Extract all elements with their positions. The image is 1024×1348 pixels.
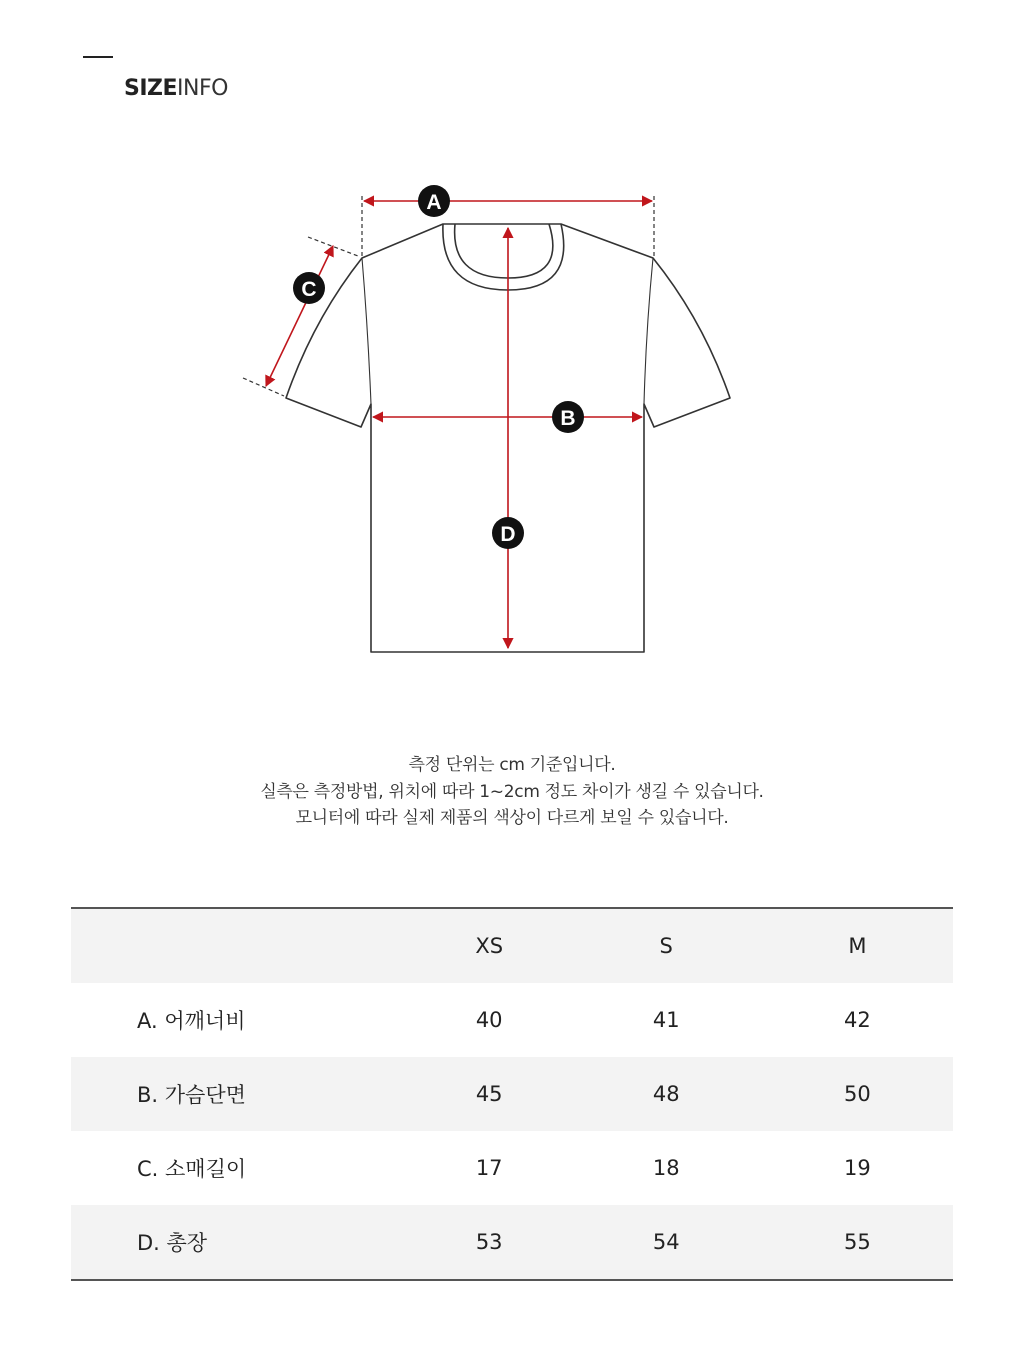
measurement-notes xyxy=(0,752,1024,832)
marker-a-label: A xyxy=(426,191,442,214)
marker-c-label: C xyxy=(301,278,317,301)
marker-b-label: B xyxy=(560,407,576,430)
marker-d-label: D xyxy=(500,523,516,546)
table-header-cell: S xyxy=(571,908,762,983)
table-row xyxy=(71,1057,953,1131)
row-label: C. 소매길이 xyxy=(137,1157,247,1181)
marker-b xyxy=(552,401,584,433)
note-line: 모니터에 따라 실제 제품의 색상이 다르게 보일 수 있습니다. xyxy=(295,808,729,828)
table-cell: 19 xyxy=(844,1156,871,1180)
table-cell: 18 xyxy=(652,1156,680,1180)
table-cell: 48 xyxy=(571,1057,762,1131)
note-line: 실측은 측정방법, 위치에 따라 1~2cm 정도 차이가 생길 수 있습니다. xyxy=(260,781,764,802)
table-row xyxy=(71,1131,953,1205)
table-header-cell xyxy=(71,908,408,983)
page-title-light: INFO xyxy=(177,76,228,101)
table-row xyxy=(71,983,953,1057)
table-cell: 42 xyxy=(844,1008,871,1032)
note-line: 측정 단위는 cm 기준입니다. xyxy=(408,755,616,775)
row-label: B. 가슴단면 xyxy=(71,1057,408,1131)
size-table xyxy=(71,907,953,1281)
table-header-cell: XS xyxy=(408,908,571,983)
table-cell: 17 xyxy=(475,1156,503,1180)
marker-a xyxy=(418,185,450,217)
table-cell: 55 xyxy=(762,1205,953,1280)
table-header-cell: M xyxy=(762,908,953,983)
table-cell: 41 xyxy=(652,1008,680,1032)
table-row xyxy=(71,1205,953,1280)
row-label: D. 총장 xyxy=(71,1205,408,1280)
table-cell: 50 xyxy=(762,1057,953,1131)
measurement-lines xyxy=(266,201,652,648)
marker-c xyxy=(293,272,325,304)
table-cell: 40 xyxy=(475,1008,503,1032)
page-title-bold: SIZE xyxy=(124,76,178,101)
marker-d xyxy=(492,517,524,549)
table-cell: 54 xyxy=(571,1205,762,1280)
table-cell: 45 xyxy=(408,1057,571,1131)
table-header-row xyxy=(71,908,953,983)
row-label: A. 어깨너비 xyxy=(137,1009,246,1033)
table-cell: 53 xyxy=(408,1205,571,1280)
